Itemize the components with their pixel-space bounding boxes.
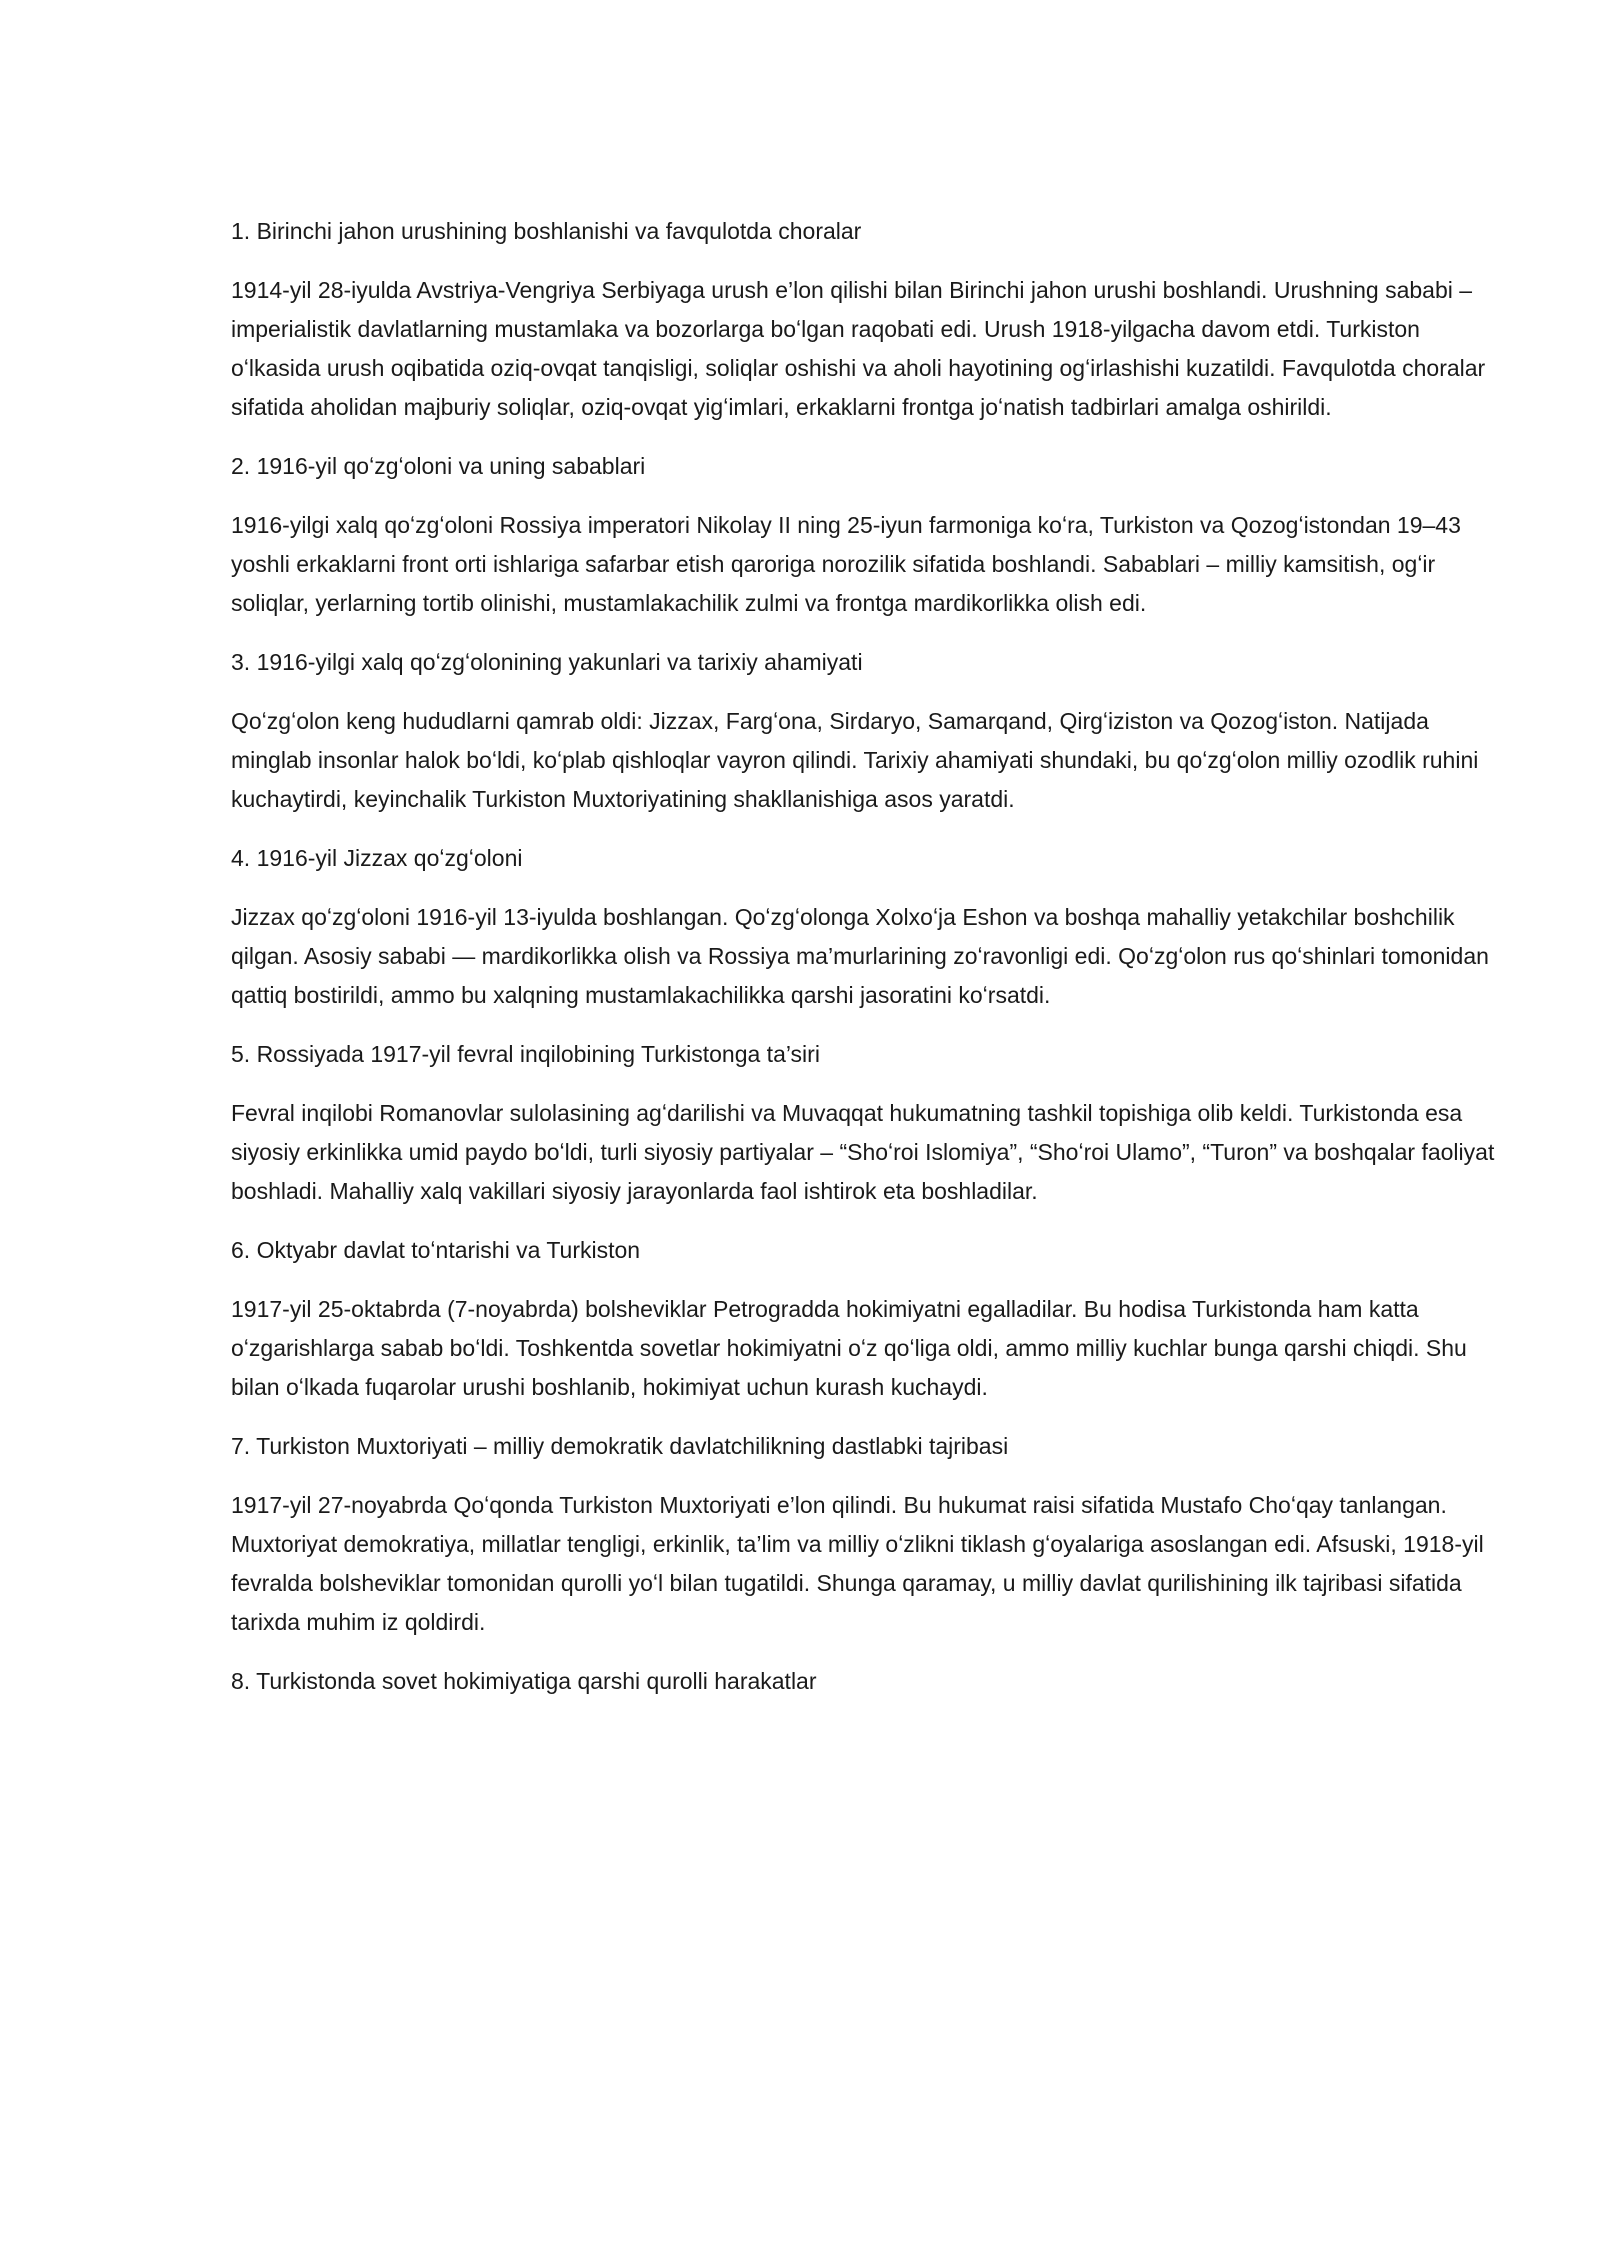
- section-1: [231, 212, 1501, 427]
- section-paragraph: 1917-yil 27-noyabrda Qoʻqonda Turkiston Muxtoriyati e’lon qilindi. Bu hukumat raisi sifatida Mustafo Choʻqay tanlangan. Muxtoriyat demokratiya, millatlar tengligi, erkinlik, ta’lim va milliy oʻzlikni tiklash gʻoyalariga asoslangan edi. Afsuski, 1918-yil fevralda bolsheviklar tomonidan qurolli yoʻl bilan tugatildi. Shunga qaramay, u milliy davlat qurilishining ilk tajribasi sifatida tarixda muhim iz qoldirdi.: [231, 1492, 1484, 1635]
- section-heading: 2. 1916-yil qoʻzgʻoloni va uning sabablari: [231, 453, 646, 479]
- section-paragraph: Fevral inqilobi Romanovlar sulolasining agʻdarilishi va Muvaqqat hukumatning tashkil topishiga olib keldi. Turkistonda esa siyosiy erkinlikka umid paydo boʻldi, turli siyosiy partiyalar – “Shoʻroi Islomiya”, “Shoʻroi Ulamo”, “Turon” va boshqalar faoliyat boshladi. Mahalliy xalq vakillari siyosiy jarayonlarda faol ishtirok eta boshladilar.: [231, 1100, 1495, 1204]
- document-page: [231, 212, 1501, 1721]
- section-6: [231, 1231, 1501, 1407]
- section-paragraph: Qoʻzgʻolon keng hududlarni qamrab oldi: Jizzax, Fargʻona, Sirdaryo, Samarqand, Qirgʻiziston va Qozogʻiston. Natijada minglab insonlar halok boʻldi, koʻplab qishloqlar vayron qilindi. Tarixiy ahamiyati shundaki, bu qoʻzgʻolon milliy ozodlik ruhini kuchaytirdi, keyinchalik Turkiston Muxtoriyatining shakllanishiga asos yaratdi.: [231, 708, 1479, 812]
- section-3: [231, 643, 1501, 819]
- section-paragraph: Jizzax qoʻzgʻoloni 1916-yil 13-iyulda boshlangan. Qoʻzgʻolonga Xolxoʻja Eshon va boshqa mahalliy yetakchilar boshchilik qilgan. Asosiy sababi — mardikorlikka olish va Rossiya ma’murlarining zoʻravonligi edi. Qoʻzgʻolon rus qoʻshinlari tomonidan qattiq bostirildi, ammo bu xalqning mustamlakachilikka qarshi jasoratini koʻrsatdi.: [231, 904, 1489, 1008]
- section-heading: 6. Oktyabr davlat toʻntarishi va Turkiston: [231, 1237, 641, 1263]
- section-paragraph: 1917-yil 25-oktabrda (7-noyabrda) bolsheviklar Petrogradda hokimiyatni egalladilar. Bu hodisa Turkistonda ham katta oʻzgarishlarga sabab boʻldi. Toshkentda sovetlar hokimiyatni oʻz qoʻliga oldi, ammo milliy kuchlar bunga qarshi chiqdi. Shu bilan oʻlkada fuqarolar urushi boshlanib, hokimiyat uchun kurash kuchaydi.: [231, 1296, 1467, 1400]
- section-heading: 1. Birinchi jahon urushining boshlanishi va favqulotda choralar: [231, 218, 862, 244]
- section-4: [231, 839, 1501, 1015]
- section-paragraph: 1914-yil 28-iyulda Avstriya-Vengriya Serbiyaga urush e’lon qilishi bilan Birinchi jahon urushi boshlandi. Urushning sababi – imperialistik davlatlarning mustamlaka va bozorlarga boʻlgan raqobati edi. Urush 1918-yilgacha davom etdi. Turkiston oʻlkasida urush oqibatida oziq-ovqat tanqisligi, soliqlar oshishi va aholi hayotining ogʻirlashishi kuzatildi. Favqulotda choralar sifatida aholidan majburiy soliqlar, oziq-ovqat yigʻimlari, erkaklarni frontga joʻnatish tadbirlari amalga oshirildi.: [231, 277, 1486, 420]
- section-heading: 8. Turkistonda sovet hokimiyatiga qarshi qurolli harakatlar: [231, 1668, 817, 1694]
- section-5: [231, 1035, 1501, 1211]
- section-heading: 7. Turkiston Muxtoriyati – milliy demokratik davlatchilikning dastlabki tajribasi: [231, 1433, 1009, 1459]
- section-7: [231, 1427, 1501, 1642]
- section-heading: 3. 1916-yilgi xalq qoʻzgʻolonining yakunlari va tarixiy ahamiyati: [231, 649, 863, 675]
- section-8: [231, 1662, 1501, 1701]
- section-heading: 5. Rossiyada 1917-yil fevral inqilobining Turkistonga ta’siri: [231, 1041, 820, 1067]
- section-heading: 4. 1916-yil Jizzax qoʻzgʻoloni: [231, 845, 523, 871]
- section-2: [231, 447, 1501, 623]
- section-paragraph: 1916-yilgi xalq qoʻzgʻoloni Rossiya imperatori Nikolay II ning 25-iyun farmoniga koʻra, Turkiston va Qozogʻistondan 19–43 yoshli erkaklarni front orti ishlariga safarbar etish qaroriga norozilik sifatida boshlandi. Sabablari – milliy kamsitish, ogʻir soliqlar, yerlarning tortib olinishi, mustamlakachilik zulmi va frontga mardikorlikka olish edi.: [231, 512, 1461, 616]
